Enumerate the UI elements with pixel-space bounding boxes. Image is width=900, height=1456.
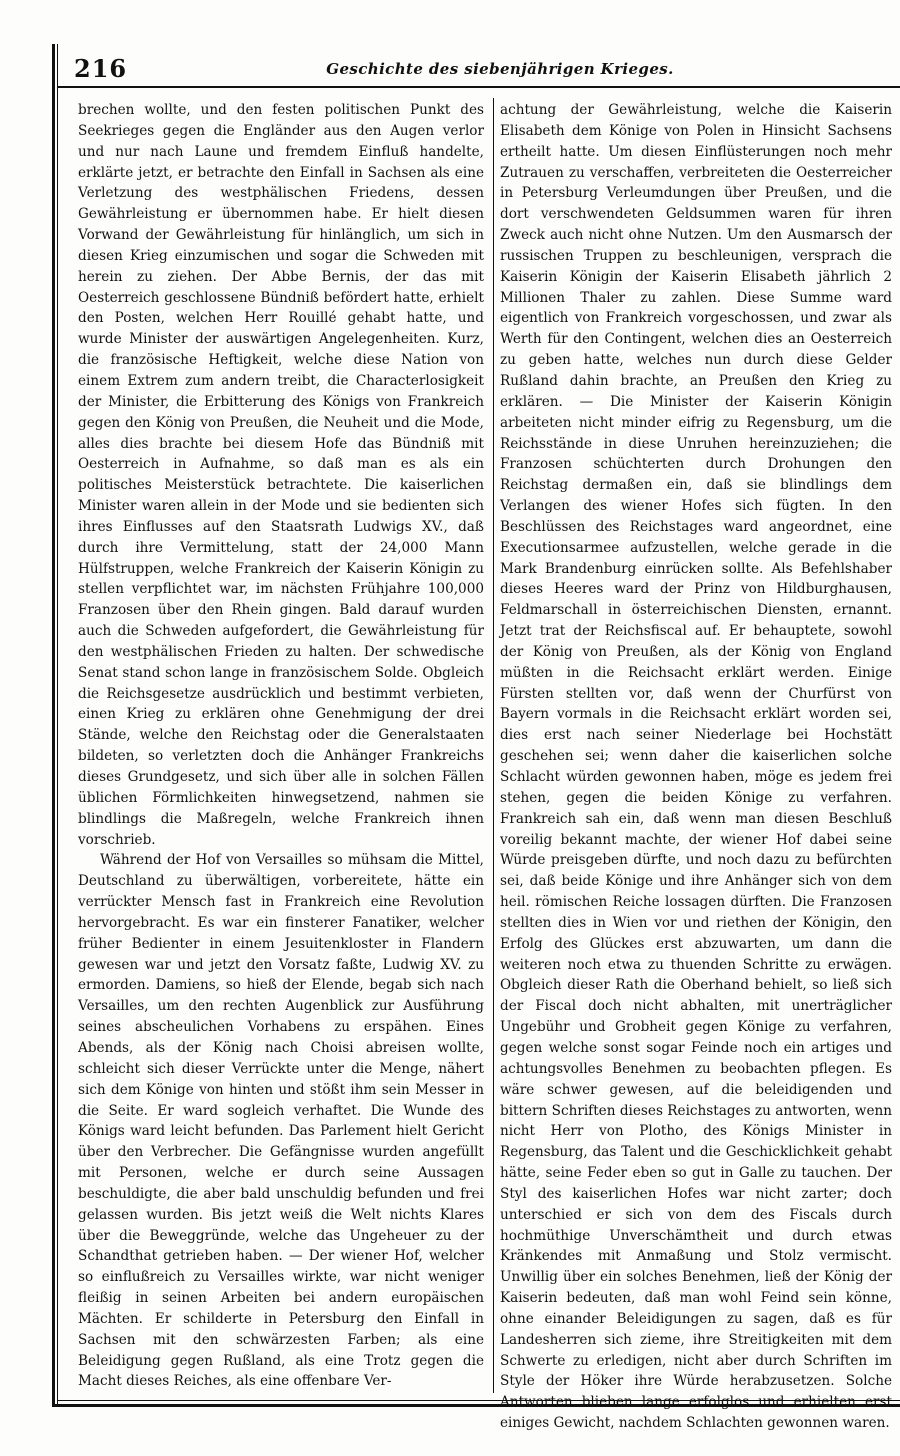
left-paragraph-1: brechen wollte, und den festen politischen Punkt des Seekrieges gegen die Engländer aus den Augen verlor und nur nach Laune und fremdem Einfluß handelte, erklärte jetzt, er betrachte den Einfall in Sachsen als eine Verletzung des westphälischen Friedens, dessen Gewährleistung er übernommen habe. Er hielt diesen Vorwand der Gewährleistung für hinlänglich, um sich in diesen Krieg einzumischen und sogar die Schweden mit herein zu ziehen. Der Abbe Bernis, der das mit Oesterreich geschlossene Bündniß befördert hatte, erhielt den Posten, welchen Herr Rouillé gehabt hatte, und wurde Minister der auswärtigen Angelegenheiten. Kurz, die französische Heftigkeit, welche diese Nation von einem Extrem zum andern treibt, die Characterlosigkeit der Minister, die Erbitterung des Königs von Frankreich gegen den König von Preußen, die Neuheit und die Mode, alles dies brachte bei diesem Hofe das Bündniß mit Oesterreich in Aufnahme, so daß man es als ein politisches Meisterstück betrachtete. Die kaiserlichen Minister waren allein in der Mode und sie bedienten sich ihres Einflusses auf den Staatsrath Ludwigs XV., daß durch ihre Vermittelung, statt der 24,000 Mann Hülfstruppen, welche Frankreich der Kaiserin Königin zu stellen verpflichtet war, im nächsten Frühjahre 100,000 Franzosen über den Rhein gingen. Bald darauf wurden auch die Schweden aufgefordert, die Gewährleistung für den westphälischen Frieden zu halten. Der schwedische Senat stand schon lange in französischem Solde. Obgleich die Reichsgesetze ausdrücklich und bestimmt verbieten, einen Krieg zu erklären ohne Genehmigung der drei Stände, welche den Reichstag oder die Generalstaaten bildeten, so verletzten doch die Anhänger Frankreichs dieses Grundgesetz, und sich über alle in solchen Fällen üblichen Förmlichkeiten hinwegsetzend, nahmen sie blindlings die Maßregeln, welche Frankreich ihnen vorschrieb. <box>78 102 484 848</box>
right-paragraph-1: achtung der Gewährleistung, welche die Kaiserin Elisabeth dem Könige von Polen in Hinsicht Sachsens ertheilt hatte. Um diesen Einflüsterungen noch mehr Zutrauen zu verschaffen, verbreiteten die Oesterreicher in Petersburg Verleumdungen über Preußen, und die dort verschwendeten Geldsummen waren für ihren Zweck auch nicht ohne Nutzen. Um den Ausmarsch der russischen Truppen zu beschleunigen, versprach die Kaiserin Königin der Kaiserin Elisabeth jährlich 2 Millionen Thaler zu zahlen. Diese Summe ward eigentlich von Frankreich vorgeschossen, und zwar als Werth für den Contingent, welchen dies an Oesterreich zu geben hatte, welches nun durch diese Gelder Rußland dahin brachte, an Preußen den Krieg zu erklären. — Die Minister der Kaiserin Königin arbeiteten nicht minder eifrig zu Regensburg, um die Reichsstände in diese Unruhen hereinzuziehen; die Franzosen schüchterten durch Drohungen den Reichstag dermaßen ein, daß sie blindlings dem Verlangen des wiener Hofes sich fügten. In den Beschlüssen des Reichstages ward angeordnet, eine Executionsarmee aufzustellen, welche gerade in die Mark Brandenburg einrücken sollte. Als Befehlshaber dieses Heeres ward der Prinz von Hildburghausen, Feldmarschall in österreichischen Diensten, ernannt. Jetzt trat der Reichsfiscal auf. Er behauptete, sowohl der König von Preußen, als der König von England müßten in die Reichsacht erklärt werden. Einige Fürsten stellten vor, daß wenn der Churfürst von Bayern vormals in die Reichsacht erklärt worden sei, dies erst nach seiner Niederlage bei Hochstätt geschehen sei; wenn daher die kaiserlichen solche Schlacht würden gewonnen haben, möge es jedem frei stehen, gegen die beiden Könige zu verfahren. Frankreich sah ein, daß wenn man diesen Beschluß voreilig bekannt machte, der wiener Hof dabei seine Würde preisgeben dürfte, und noch dazu zu befürchten sei, daß beide Könige und ihre Anhänger sich von dem heil. römischen Reiche lossagen dürften. Die Franzosen stellten dies in Wien vor und riethen der Königin, den Erfolg des Glückes erst abzuwarten, um dann die weiteren noch etwa zu thuenden Schritte zu erwägen. Obgleich dieser Rath die Oberhand behielt, so ließ sich der Fiscal doch nicht abhalten, mit unerträglicher Ungebühr und Grobheit gegen Könige zu verfahren, gegen welche sonst sogar Feinde noch ein artiges und achtungsvolles Benehmen zu beobachten pflegen. Es wäre schwer gewesen, auf die beleidigenden und bittern Schriften dieses Reichstages zu antworten, wenn nicht Herr von Plotho, des Königs Minister in Regensburg, das Talent und die Geschicklichkeit gehabt hätte, seine Feder eben so gut in Galle zu tauchen. Der Styl des kaiserlichen Hofes war nicht zarter; doch unterschied er sich von dem des Fiscals durch hochmüthige Unverschämtheit und durch etwas Kränkendes mit Anmaßung und Stolz vermischt. Unwillig über ein solches Benehmen, ließ der König der Kaiserin bedeuten, daß man wohl Feind sein könne, ohne einander Beleidigungen zu sagen, daß es für Landesherren sich zieme, ihre Streitigkeiten mit dem Schwerte zu erledigen, nicht aber durch Schriften im Style der Höker ihre Würde herabzusetzen. Solche Antworten blieben lange erfolglos und erhielten erst einiges Gewicht, nachdem Schlachten gewonnen waren. <box>500 102 892 1432</box>
left-text-column <box>78 100 484 1395</box>
running-title: Geschichte des siebenjährigen Krieges. <box>326 60 674 78</box>
left-paragraph-2: Während der Hof von Versailles so mühsam die Mittel, Deutschland zu überwältigen, vorbereitete, hätte ein verrückter Mensch fast in Frankreich eine Revolution hervorgebracht. Es war ein finsterer Fanatiker, welcher früher Bedienter in einem Jesuitenkloster in Flandern gewesen war und jetzt den Vorsatz faßte, Ludwig XV. zu ermorden. Damiens, so hieß der Elende, begab sich nach Versailles, um den rechten Augenblick zur Ausführung seines abscheulichen Vorhabens zu erspähen. Eines Abends, als der König nach Choisi abreisen wollte, schleicht sich dieser Verrückte unter die Menge, nähert sich dem Könige von hinten und stößt ihm sein Messer in die Seite. Er ward sogleich verhaftet. Die Wunde des Königs ward leicht befunden. Das Parlement hielt Gericht über den Verbrecher. Die Gefängnisse wurden angefüllt mit Personen, welche er durch seine Aussagen beschuldigte, die aber bald unschuldig befunden und frei gelassen wurden. Bis jetzt weiß die Welt nichts Klares über die Beweggründe, welche das Ungeheuer zu der Schandthat getrieben haben. — Der wiener Hof, welcher so einflußreich zu Versailles wirkte, war nicht weniger fleißig in seinen Arbeiten bei andern europäischen Mächten. Er schilderte in Petersburg den Einfall in Sachsen mit den schwärzesten Farben; als eine Beleidigung gegen Rußland, als eine Trotz gegen die Macht dieses Reiches, als eine offenbare Ver- <box>78 852 484 1390</box>
column-divider <box>493 98 494 1393</box>
page-frame-left-thin-rule <box>57 44 58 1406</box>
page-frame-left-rule <box>52 44 55 1406</box>
page-number: 216 <box>74 54 128 83</box>
right-text-column <box>500 100 892 1432</box>
header-rule <box>57 86 900 88</box>
